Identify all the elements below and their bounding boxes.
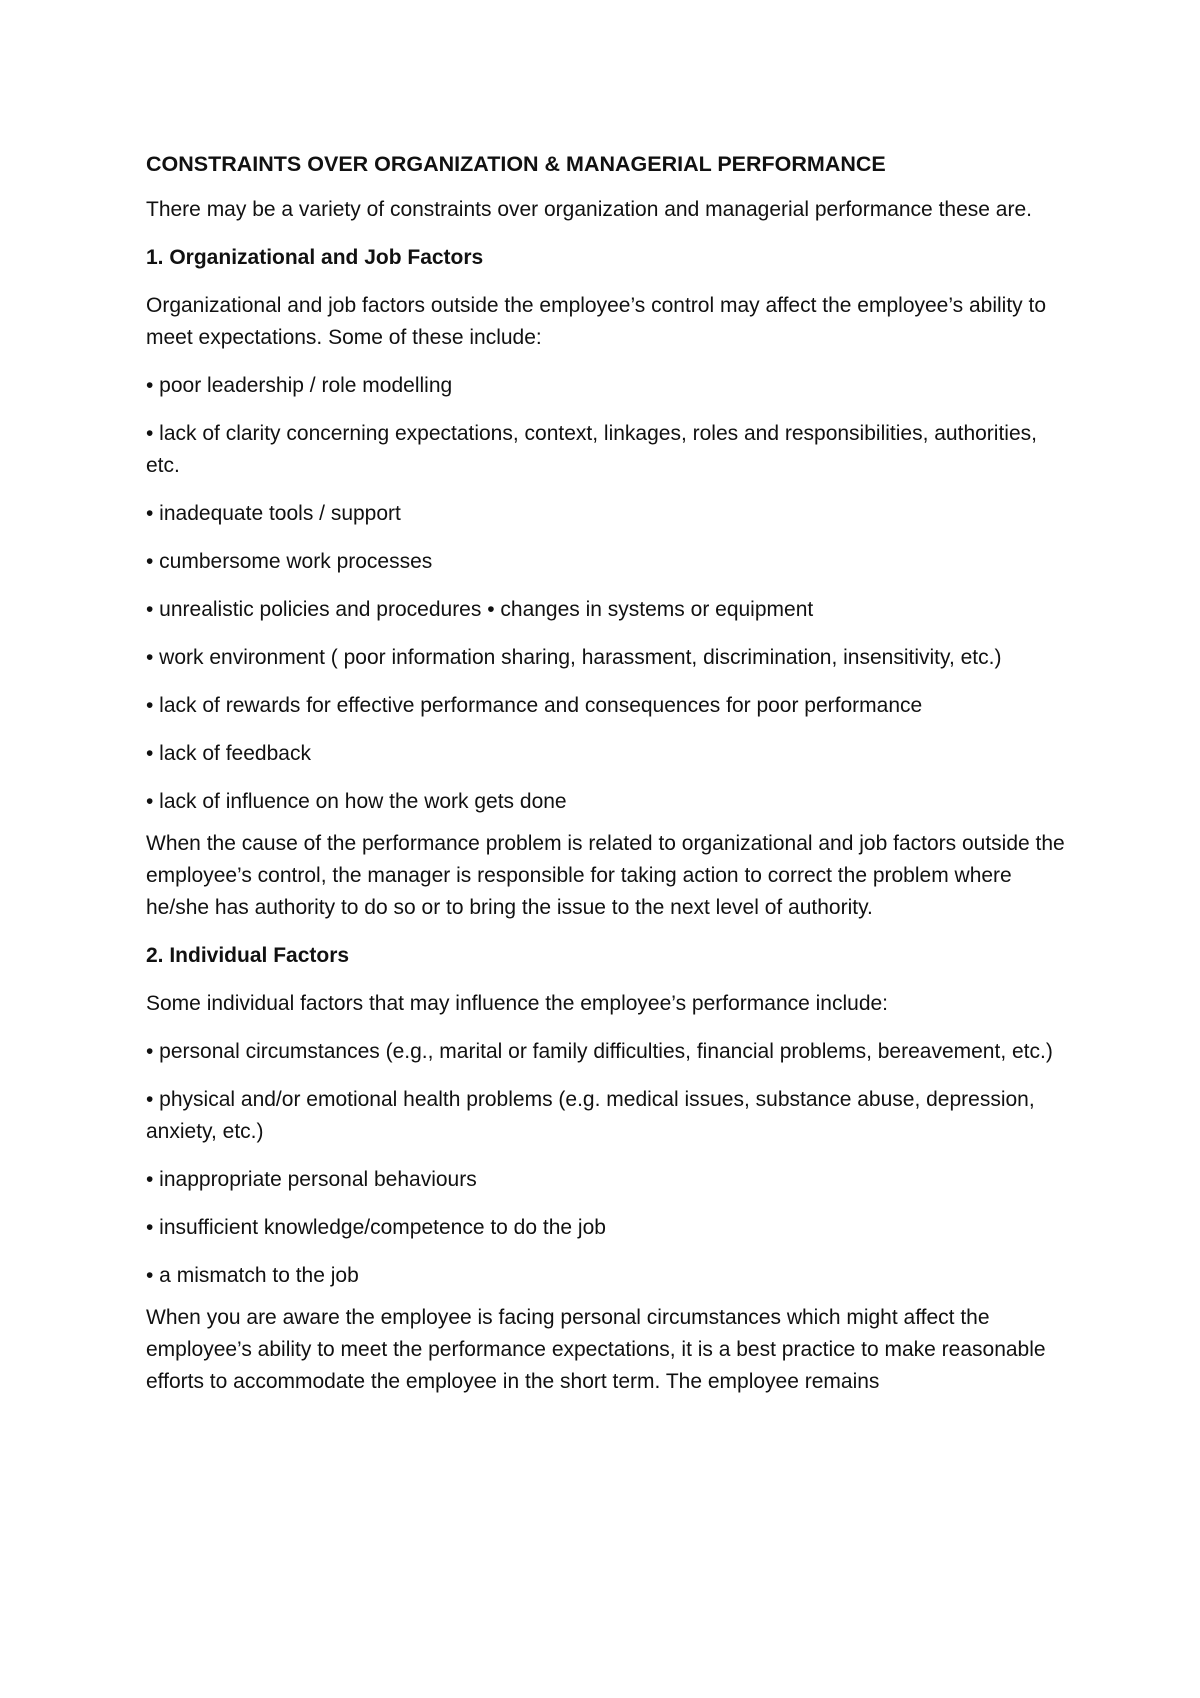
list-item: • a mismatch to the job (146, 1264, 359, 1287)
document-page (146, 148, 1076, 1398)
list-item: • poor leadership / role modelling (146, 374, 453, 397)
list-item: • lack of influence on how the work gets done (146, 790, 567, 813)
section-2-heading: 2. Individual Factors (146, 944, 350, 967)
list-item: • inadequate tools / support (146, 502, 401, 525)
section-2-closing: When you are aware the employee is facing personal circumstances which might affect the employee’s ability to meet the performance expectations, it is a best practice to make reasonable efforts to accommodate the employee in the short term. The employee remains (146, 1306, 1046, 1393)
list-item: • work environment ( poor information sharing, harassment, discrimination, insensitivity, etc.) (146, 646, 1002, 669)
list-item: • inappropriate personal behaviours (146, 1168, 477, 1191)
list-item: • unrealistic policies and procedures • changes in systems or equipment (146, 598, 814, 621)
intro-paragraph: There may be a variety of constraints over organization and managerial performance these are. (146, 198, 1032, 221)
section-1-closing: When the cause of the performance problem is related to organizational and job factors outside the employee’s control, the manager is responsible for taking action to correct the problem where he/she has authority to do so or to bring the issue to the next level of authority. (146, 832, 1065, 919)
section-2-intro: Some individual factors that may influence the employee’s performance include: (146, 992, 889, 1015)
list-item: • lack of clarity concerning expectations, context, linkages, roles and responsibilities, authorities, etc. (146, 422, 1037, 477)
list-item: • personal circumstances (e.g., marital or family difficulties, financial problems, bereavement, etc.) (146, 1040, 1053, 1063)
page-title: CONSTRAINTS OVER ORGANIZATION & MANAGERIAL PERFORMANCE (146, 152, 886, 176)
list-item: • lack of feedback (146, 742, 311, 765)
section-1-heading: 1. Organizational and Job Factors (146, 246, 484, 269)
section-1-intro: Organizational and job factors outside the employee’s control may affect the employee’s ability to meet expectations. Some of these include: (146, 294, 1047, 349)
list-item: • physical and/or emotional health problems (e.g. medical issues, substance abuse, depression, anxiety, etc.) (146, 1088, 1035, 1143)
list-item: • cumbersome work processes (146, 550, 433, 573)
list-item: • insufficient knowledge/competence to do the job (146, 1216, 606, 1239)
list-item: • lack of rewards for effective performance and consequences for poor performance (146, 694, 923, 717)
